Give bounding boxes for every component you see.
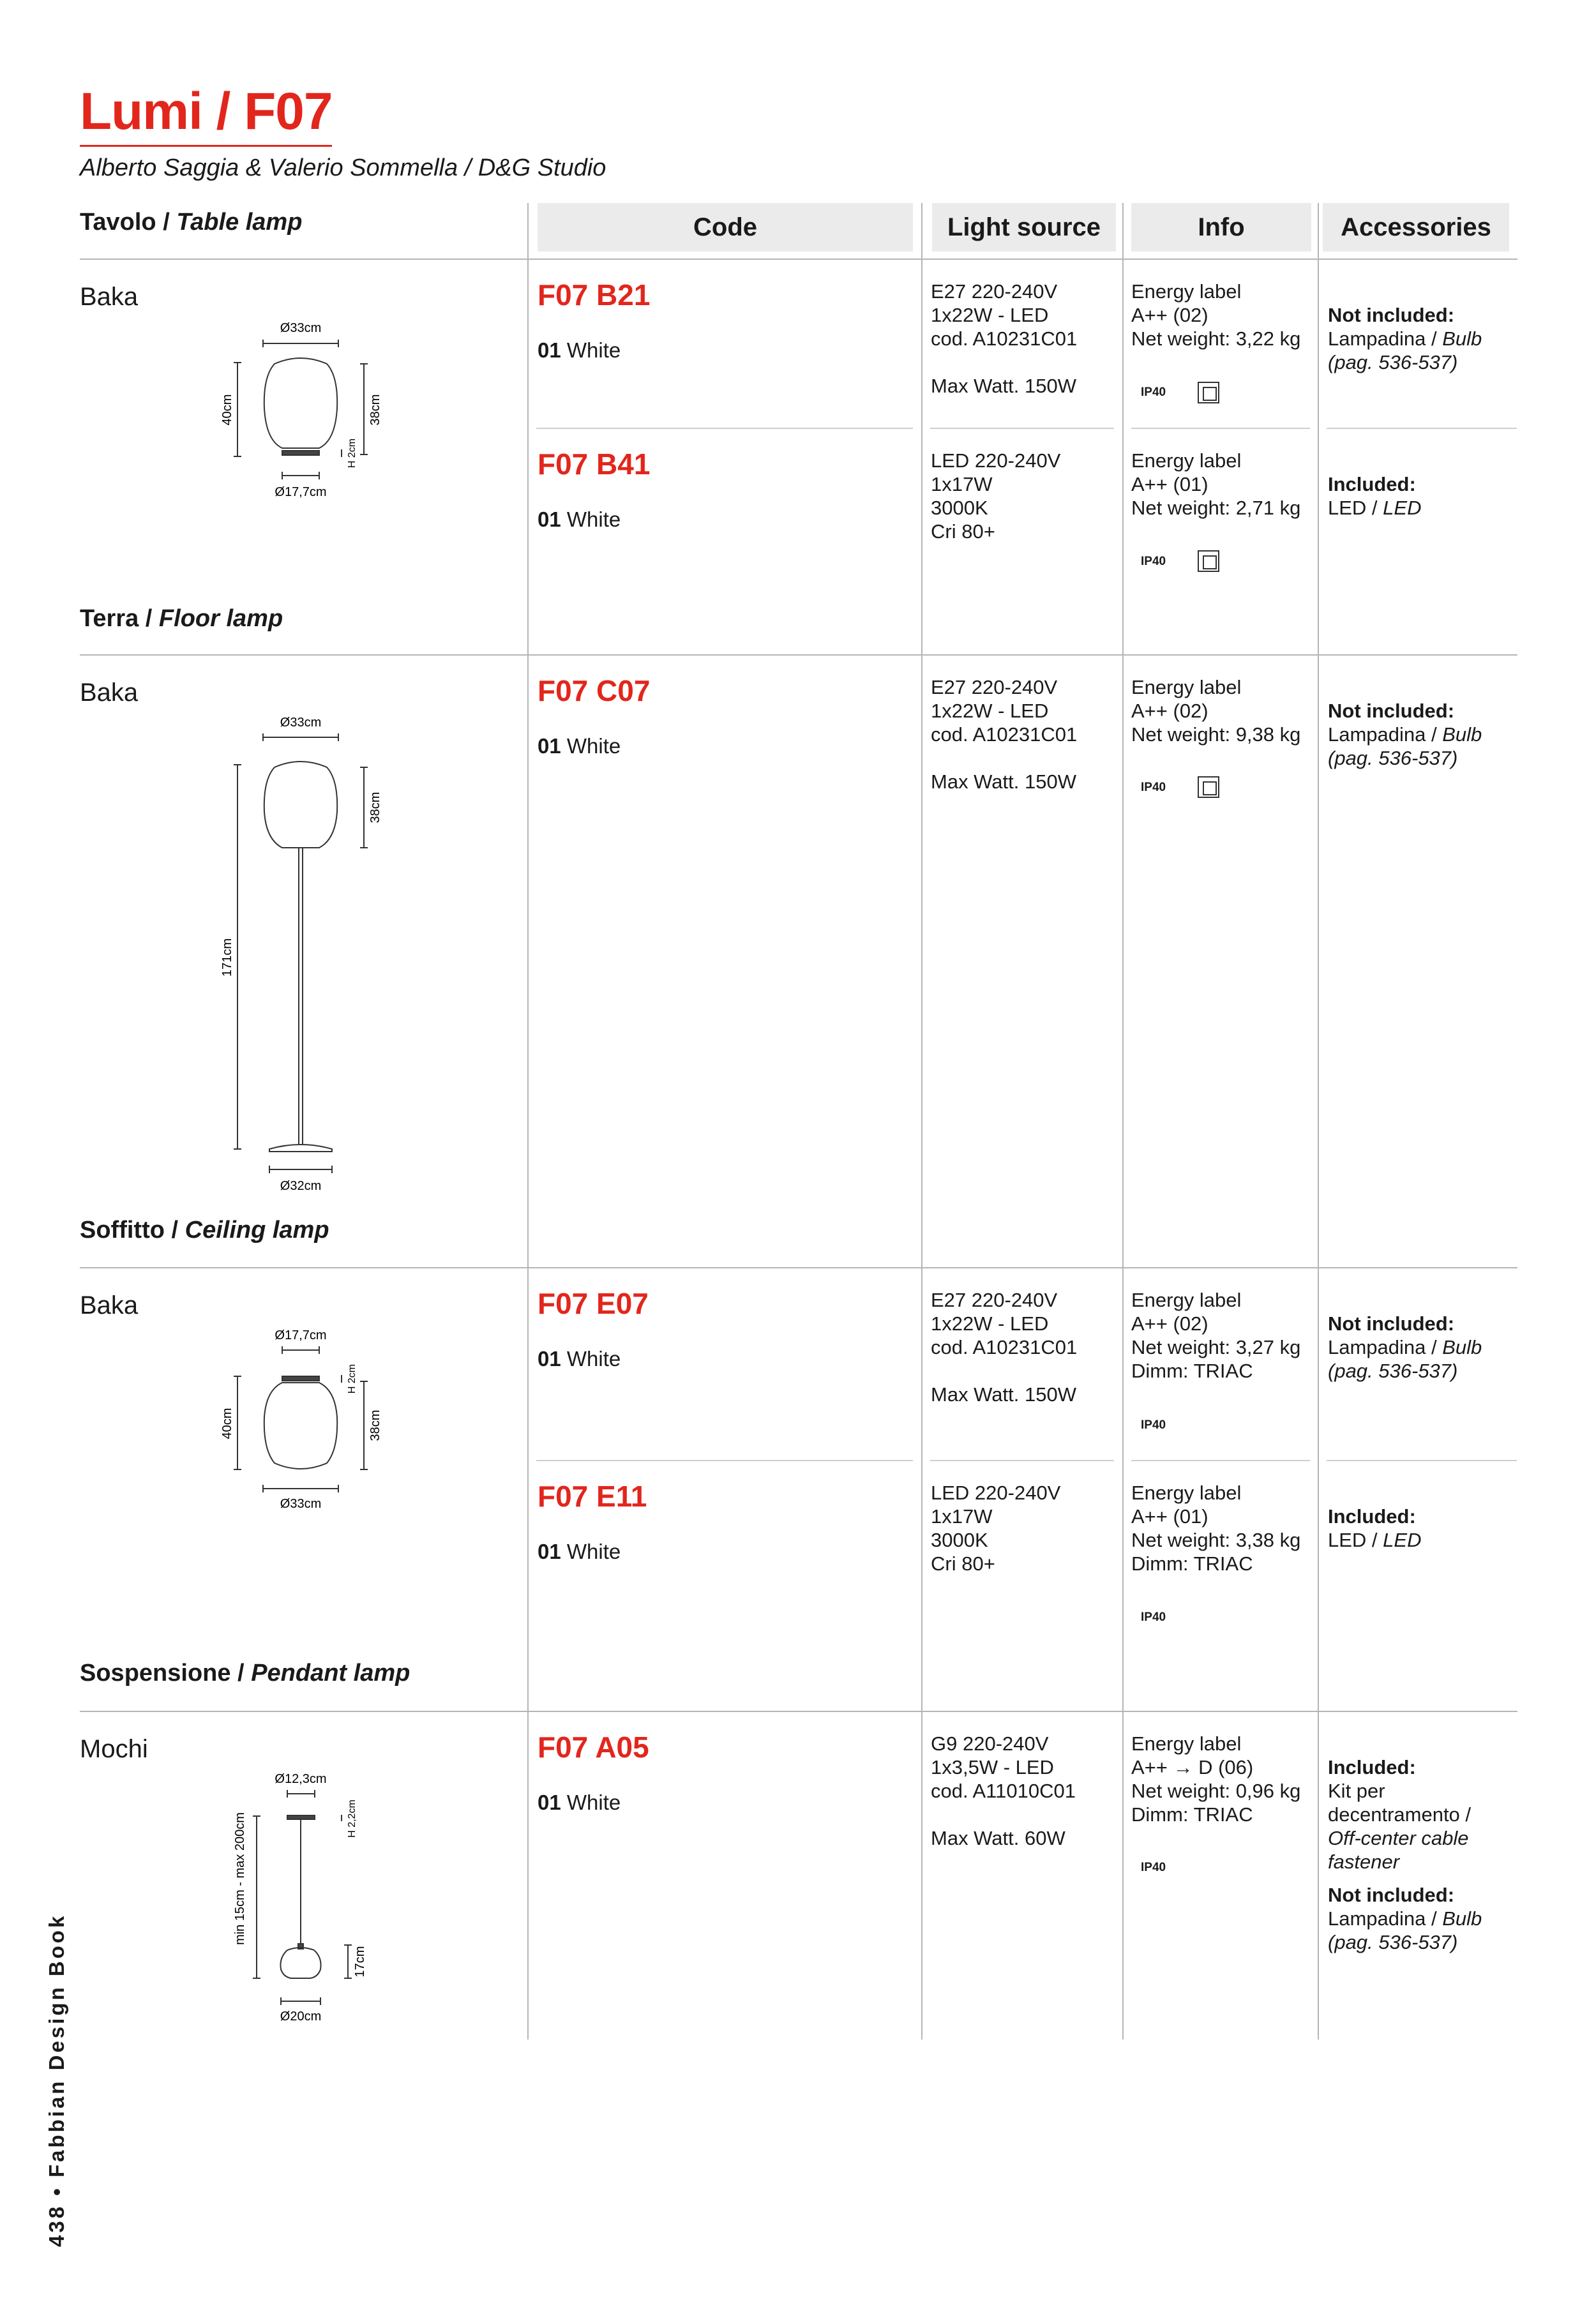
light-source: E27 220-240V 1x22W - LED cod. A10231C01 Max Watt. 150W [931,280,1078,397]
column-header-info: Info [1131,203,1311,252]
floor-lamp-drawing [211,709,402,1206]
dim-height-shade: 17cm [353,1946,367,1978]
column-divider [1318,203,1319,2040]
ip-rating: IP40 [1141,1611,1166,1624]
color-option: 01 White [538,734,621,758]
light-source: G9 220-240V 1x3,5W - LED cod. A11010C01 Max Watt. 60W [931,1732,1076,1849]
info-text: Energy label A++ (01) Net weight: 3,38 kg Dimm: TRIAC [1131,1482,1301,1575]
dim-canopy-height: H 2,2cm [347,1799,358,1838]
accessories: Included: LED / LED [1328,1505,1422,1551]
ip-rating: IP40 [1141,386,1166,399]
dim-canopy-height: H 2cm [347,1364,358,1394]
product-name-table: Baka [80,283,139,311]
product-code: F07 B41 [538,447,651,481]
dim-height-total: 40cm [220,394,234,426]
info-text: Energy label A++ (02) Net weight: 9,38 kg [1131,676,1301,746]
column-divider [527,203,529,2040]
product-code: F07 E11 [538,1480,647,1513]
dim-diameter-base: Ø17,7cm [275,485,327,499]
section-rule-pendant [80,1711,1517,1712]
section-label-pendant: Sospensione / Pendant lamp [80,1660,410,1687]
product-code: F07 C07 [538,674,651,707]
section-label-floor: Terra / Floor lamp [80,605,283,632]
color-option: 01 White [538,507,621,531]
accessories: Included: Kit per decentramento / Off-center cable fastener [1328,1756,1472,1873]
pendant-lamp-drawing [211,1765,402,2033]
table-lamp-drawing [211,313,402,504]
column-divider [1122,203,1124,2040]
accessories: Not included: Lampadina / Bulb (pag. 536-537) [1328,1312,1482,1382]
dim-height-total: 171cm [220,938,234,977]
header-rule [80,259,1517,260]
class-ii-icon [1198,550,1219,572]
dim-diameter-canopy: Ø17,7cm [275,1328,327,1342]
info-text: Energy label A++ → D (06) Net weight: 0,96 kg Dimm: TRIAC [1131,1732,1301,1826]
row-divider [1327,428,1517,429]
column-header-light-source: Light source [932,203,1116,252]
designer-credits: Alberto Saggia & Valerio Sommella / D&G Studio [80,154,606,181]
row-divider [930,428,1114,429]
light-source: LED 220-240V 1x17W 3000K Cri 80+ [931,1482,1061,1575]
color-option: 01 White [538,1791,621,1814]
dim-base-height: H 2cm [347,438,358,469]
accessories-not-included: Not included: Lampadina / Bulb (pag. 536-537) [1328,1884,1482,1953]
page-footer: 438 • Fabbian Design Book [45,1913,68,2247]
info-text: Energy label A++ (02) Net weight: 3,27 kg Dimm: TRIAC [1131,1289,1301,1382]
light-source: E27 220-240V 1x22W - LED cod. A10231C01 Max Watt. 150W [931,676,1078,793]
color-option: 01 White [538,338,621,362]
info-text: Energy label A++ (02) Net weight: 3,22 kg [1131,280,1301,350]
product-code: F07 B21 [538,278,651,312]
product-name-pendant: Mochi [80,1735,148,1763]
dim-diameter-top: Ø33cm [280,321,322,335]
section-label-ceiling: Soffitto / Ceiling lamp [80,1217,329,1243]
info-text: Energy label A++ (01) Net weight: 2,71 kg [1131,449,1301,519]
dim-height-shade: 38cm [368,1409,382,1441]
color-option: 01 White [538,1540,621,1563]
dim-height-shade: 38cm [368,394,382,426]
light-source: LED 220-240V 1x17W 3000K Cri 80+ [931,449,1061,543]
row-divider [1131,1460,1310,1461]
dim-diameter-shade: Ø20cm [280,2010,322,2024]
dim-cable-length: min 15cm - max 200cm [233,1812,247,1945]
accessories: Not included: Lampadina / Bulb (pag. 536-537) [1328,700,1482,769]
accessories: Not included: Lampadina / Bulb (pag. 536-537) [1328,304,1482,373]
column-header-code: Code [538,203,913,252]
color-option: 01 White [538,1347,621,1371]
dim-diameter-top: Ø33cm [280,716,322,730]
title-underline [80,145,332,147]
dim-diameter-base: Ø32cm [280,1179,322,1193]
section-rule-floor [80,654,1517,656]
dim-diameter-shade: Ø33cm [280,1497,322,1511]
dim-height-total: 40cm [220,1408,234,1439]
ip-rating: IP40 [1141,1861,1166,1874]
accessories: Included: LED / LED [1328,473,1422,519]
row-divider [536,428,913,429]
row-divider [1327,1460,1517,1461]
product-code: F07 E07 [538,1287,649,1320]
ceiling-lamp-drawing [211,1321,402,1513]
class-ii-icon [1198,382,1219,403]
ip-rating: IP40 [1141,555,1166,568]
light-source: E27 220-240V 1x22W - LED cod. A10231C01 Max Watt. 150W [931,1289,1078,1406]
column-header-accessories: Accessories [1323,203,1509,252]
section-label-table: Tavolo / Table lamp [80,209,303,236]
class-ii-icon [1198,776,1219,798]
section-rule-ceiling [80,1267,1517,1268]
page-title: Lumi / F07 [80,82,333,140]
dim-diameter-canopy: Ø12,3cm [275,1772,327,1786]
row-divider [1131,428,1310,429]
column-divider [921,203,922,2040]
product-code: F07 A05 [538,1731,649,1764]
ip-rating: IP40 [1141,1418,1166,1432]
row-divider [536,1460,913,1461]
ip-rating: IP40 [1141,781,1166,794]
dim-height-shade: 38cm [368,792,382,823]
row-divider [930,1460,1114,1461]
product-name-ceiling: Baka [80,1291,139,1319]
product-name-floor: Baka [80,679,139,707]
